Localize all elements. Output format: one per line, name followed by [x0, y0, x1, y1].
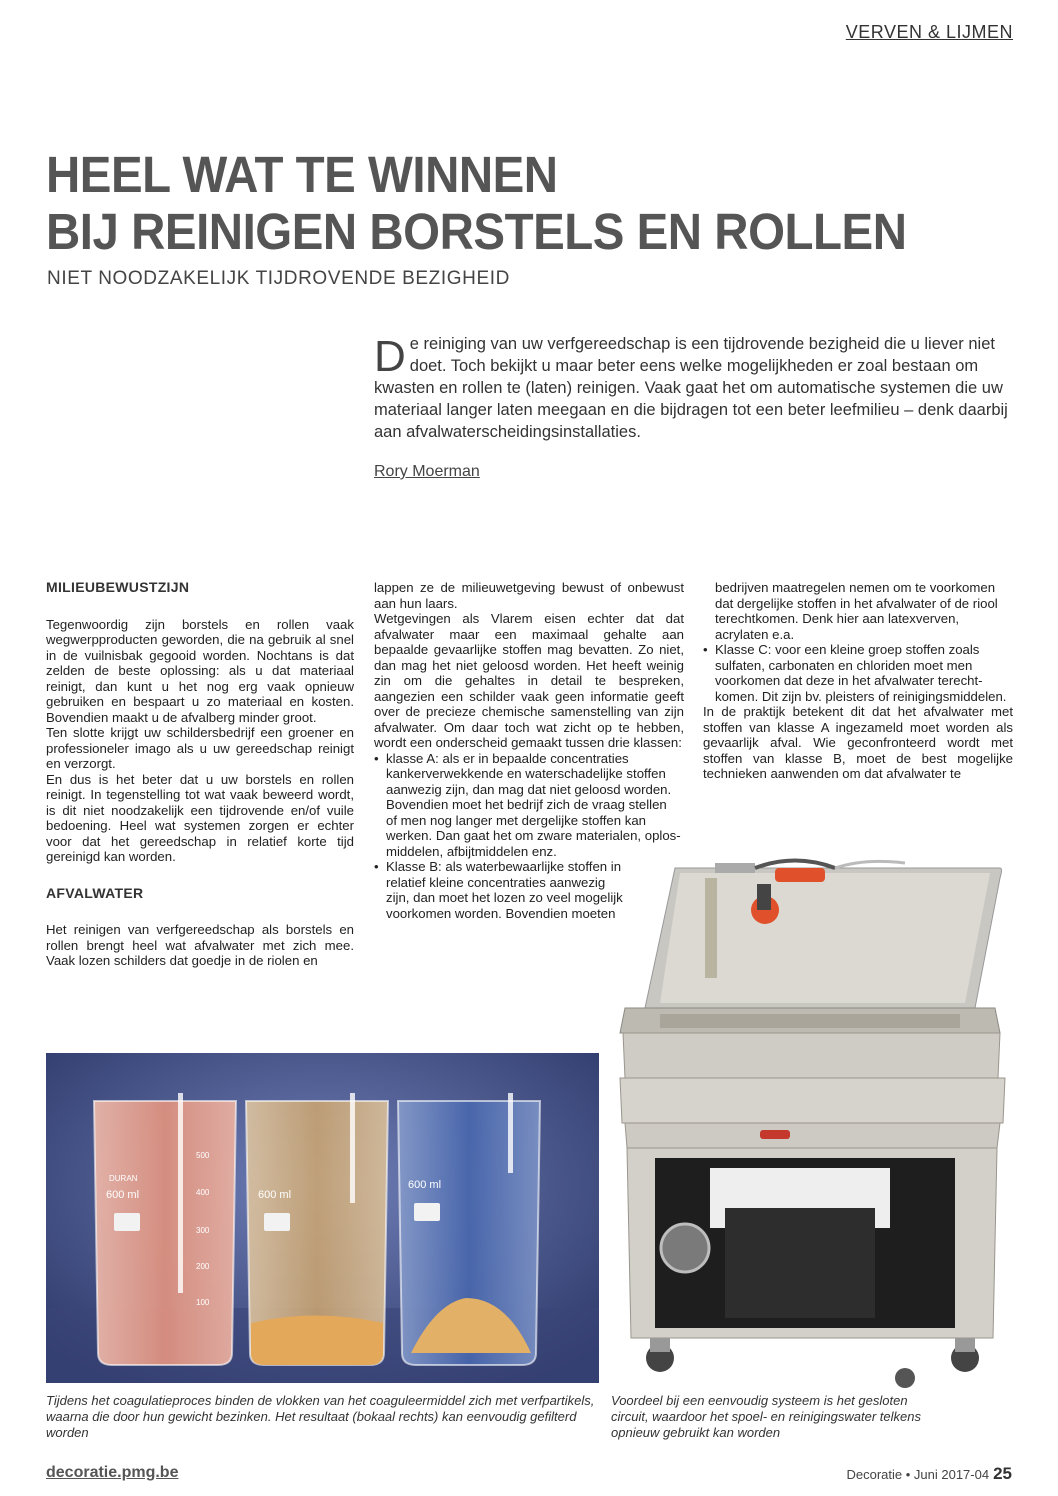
scale-label: 200: [196, 1262, 210, 1271]
list-item-text: klasse A: als er in bepaalde concentraties kankerverwekkende en waterschadelijke stoffen aanwezig zijn, dan mag dat niet geloosd worden. Bovendien moet het bedrijf zich de vraag stellen of men nog langer met dergelijke stoffen kan werken. Dan gaat het om zware materialen, oplosmiddelen, afbijtmiddelen enz.: [386, 750, 681, 859]
paragraph: In de praktijk betekent dit dat het afvalwater met stoffen van klasse A ingezameld moet worden als gevaarlijk afval. Wie geconfronteerd wordt met stoffen van klasse B, moet de best mogelijke technieken aanwenden om dat afvalwater te: [703, 704, 1013, 781]
paragraph: Wetgevingen als Vlarem eisen echter dat dat afvalwater maar een maximaal gehalte aan bepaalde gevaarlijke stoffen mag bevatten. Zo niet, dan mag het niet geloosd worden. Het heeft weinig zin om die gehaltes in detail te bespreken, aangezien een schilder vaak geen informatie geeft over de precieze chemische samenstelling van zijn afvalwater. Om daar toch wat zicht op te hebben, wordt een onderscheid gemaakt tussen drie klassen:: [374, 611, 684, 750]
beaker-label: 600 ml: [258, 1189, 292, 1201]
issue-label: Decoratie • Juni 2017-04: [846, 1467, 990, 1482]
bullet-icon: •: [374, 859, 379, 874]
intro-paragraph: [374, 333, 1008, 443]
scale-label: 500: [196, 1151, 210, 1160]
list-item: [703, 642, 1013, 704]
caption-cleaning-station: Voordeel bij een eenvoudig systeem is het gesloten circuit, waardoor het spoel- en reinigingswater telkens opnieuw gebruikt kan worden: [611, 1393, 921, 1440]
page-number: 25: [993, 1464, 1012, 1483]
list-item-text: Klasse B: als waterbewaarlijke stoffen in relatief kleine concentraties aanwezig zijn, dan moet het lozen zo veel mogelijk voorkomen worden. Bovendien moeten: [386, 859, 623, 921]
cleaning-station-illustration: [605, 848, 1025, 1388]
heading-milieubewustzijn: MILIEUBEWUSTZIJN: [46, 579, 190, 595]
paragraph: En dus is het beter dat u uw borstels en rollen reinigt. In tegenstelling tot wat vaak beweerd wordt, is dit niet noodzakelijk een tijdrovende en/of vuile bedoening. Heel wat systemen zorgen er echter voor dat het gereedschap in relatief korte tijd gereinigd kan worden.: [46, 771, 354, 864]
paragraph: Tegenwoordig zijn borstels en rollen vaak wegwerpproducten geworden, die na gebruik al snel in de vuilnisbak gegooid worden. Nochtans is dat zelden de beste oplossing: als u dat materiaal reinigt, dan kunt u het nog erg vaak opnieuw gebruiken en bespaart u zo materiaal en kosten. Bovendien maakt u de afvalberg minder groot.: [46, 616, 354, 725]
paragraph: Het reinigen van verfgereedschap als borstels en rollen brengt heel wat afvalwater met zich mee. Vaak lozen schilders dat goedje in de riolen en: [46, 922, 354, 968]
list-item-continued: bedrijven maatregelen nemen om te voorkomen dat dergelijke stoffen in het afvalwater of de riool terechtkomen. Denk hier aan latexverven, acrylaten e.a.: [715, 580, 998, 642]
scale-label: 300: [196, 1226, 210, 1235]
title-line-2: BIJ REINIGEN BORSTELS EN ROLLEN: [46, 203, 907, 260]
article-title: [46, 146, 906, 260]
paragraph: Ten slotte krijgt uw schildersbedrijf een groener en professioneler imago als u uw gereedschap reinigt en verzorgt.: [46, 725, 354, 771]
paragraph: lappen ze de milieuwetgeving bewust of onbewust aan hun laars.: [374, 580, 684, 611]
scale-label: 100: [196, 1298, 210, 1307]
column-3: [703, 580, 1013, 782]
heading-afvalwater: AFVALWATER: [46, 884, 144, 901]
article-subtitle: NIET NOODZAKELIJK TIJDROVENDE BEZIGHEID: [47, 268, 510, 289]
intro-text: e reiniging van uw verfgereedschap is een tijdrovende bezigheid die u liever niet doet. Toch bekijkt u maar beter eens welke mogelijkheden er zoal bestaan om kwasten en rollen te (laten) reinigen. Vaak gaat het om automatische systemen die uw materiaal langer laten meegaan en die bijdragen tot een beter leefmilieu – denk daarbij aan afvalwaterscheidingsinstallaties.: [374, 335, 1008, 441]
beaker-middle: [246, 1093, 388, 1365]
list-item: [374, 751, 681, 860]
bullet-icon: •: [703, 642, 708, 657]
section-label: VERVEN & LIJMEN: [845, 22, 1013, 42]
column-1: [46, 580, 354, 969]
beaker-label: 600 ml: [408, 1179, 442, 1191]
caption-beakers: Tijdens het coagulatieproces binden de vlokken van het coaguleermiddel zich met verfpartikels, waarna die door hun gewicht bezinken. Het resultaat (bokaal rechts) kan eenvoudig gefilterd worden: [46, 1393, 595, 1440]
beakers-illustration: [46, 1053, 599, 1383]
author-name: Rory Moerman: [374, 463, 480, 480]
title-line-1: HEEL WAT TE WINNEN: [46, 146, 558, 203]
beaker-right: [398, 1093, 540, 1365]
beaker-label: 600 ml: [106, 1189, 140, 1201]
beakers-photo: [46, 1053, 599, 1383]
scale-label: 400: [196, 1188, 210, 1197]
list-item: [374, 859, 626, 921]
beaker-brand: DURAN: [109, 1174, 138, 1183]
cleaning-station-photo: [605, 848, 1025, 1388]
beaker-left: [94, 1093, 236, 1365]
drop-cap: D: [374, 332, 406, 381]
website-link[interactable]: decoratie.pmg.be: [46, 1464, 179, 1481]
issue-info: [846, 1464, 1012, 1484]
bullet-icon: •: [374, 750, 379, 766]
list-item-text: Klasse C: voor een kleine groep stoffen zoals sulfaten, carbonaten en chloriden moet men voorkomen dat deze in het afvalwater terechtkomen. Dit zijn bv. pleisters of reinigingsmiddelen.: [715, 642, 1007, 704]
